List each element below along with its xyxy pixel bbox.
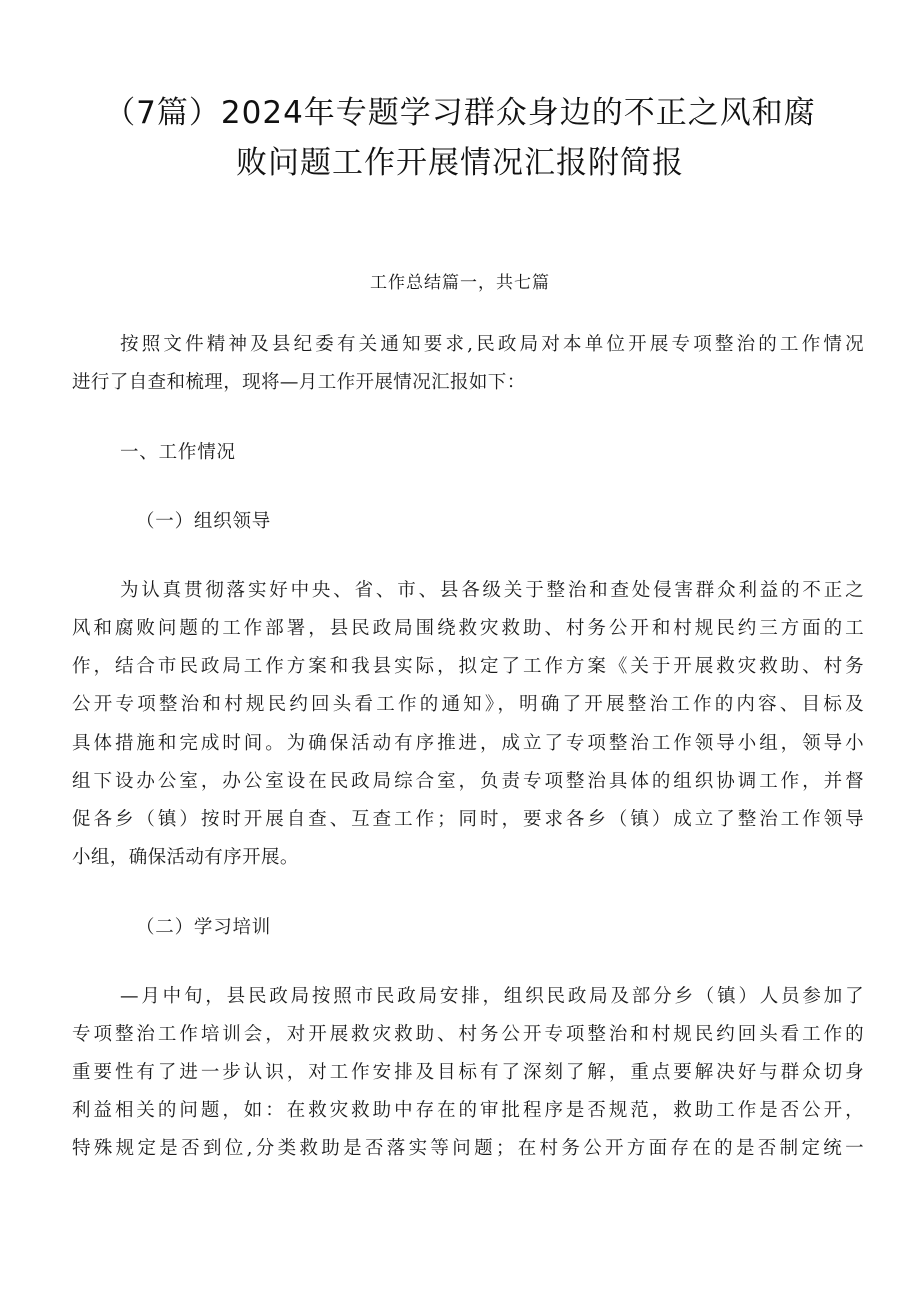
paragraph-line: 小组，确保活动有序开展。 <box>72 847 299 869</box>
paragraph-line: 具体措施和完成时间。为确保活动有序推进，成立了专项整治工作领导小组，领导小 <box>72 732 864 754</box>
paragraph-organization <box>72 572 864 878</box>
section-heading-work-status: 一、工作情况 <box>120 442 236 464</box>
paragraph-line: 特殊规定是否到位,分类救助是否落实等问题；在村务公开方面存在的是否制定统一 <box>72 1138 864 1160</box>
intro-paragraph <box>72 326 864 402</box>
paragraph-line: 促各乡（镇）按时开展自查、互查工作；同时，要求各乡（镇）成立了整治工作领导 <box>72 809 864 831</box>
document-body <box>72 326 864 1169</box>
paragraph-line: 公开专项整治和村规民约回头看工作的通知》，明确了开展整治工作的内容、目标及 <box>72 694 864 716</box>
paragraph-line: 为认真贯彻落实好中央、省、市、县各级关于整治和查处侵害群众利益的不正之 <box>120 579 864 601</box>
subsection-heading-training: （二）学习培训 <box>136 917 272 939</box>
title-line-1: （7篇）2024年专题学习群众身边的不正之风和腐 <box>104 95 816 131</box>
document-subtitle: 工作总结篇一，共七篇 <box>370 273 550 293</box>
intro-line-2: 进行了自查和梳理，现将—月工作开展情况汇报如下： <box>72 372 526 394</box>
paragraph-line: 专项整治工作培训会，对开展救灾救助、村务公开专项整治和村规民约回头看工作的 <box>72 1023 864 1045</box>
paragraph-line: 组下设办公室，办公室设在民政局综合室，负责专项整治具体的组织协调工作，并督 <box>72 770 864 792</box>
paragraph-line: 利益相关的问题，如：在救灾救助中存在的审批程序是否规范，救助工作是否公开， <box>72 1100 864 1122</box>
document-title <box>60 88 860 188</box>
paragraph-line: 作，结合市民政局工作方案和我县实际，拟定了工作方案《关于开展救灾救助、村务 <box>72 656 864 678</box>
paragraph-training <box>72 978 864 1169</box>
paragraph-line: 风和腐败问题的工作部署，县民政局围绕救灾救助、村务公开和村规民约三方面的工 <box>72 618 864 640</box>
title-line-2: 败问题工作开展情况汇报附简报 <box>236 145 684 181</box>
paragraph-line: —月中旬，县民政局按照市民政局安排，组织民政局及部分乡（镇）人员参加了 <box>120 985 864 1007</box>
paragraph-line: 重要性有了进一步认识，对工作安排及目标有了深刻了解，重点要解决好与群众切身 <box>72 1062 864 1084</box>
subsection-heading-organization: （一）组织领导 <box>136 510 272 532</box>
intro-line-1: 按照文件精神及县纪委有关通知要求,民政局对本单位开展专项整治的工作情况 <box>120 334 864 355</box>
